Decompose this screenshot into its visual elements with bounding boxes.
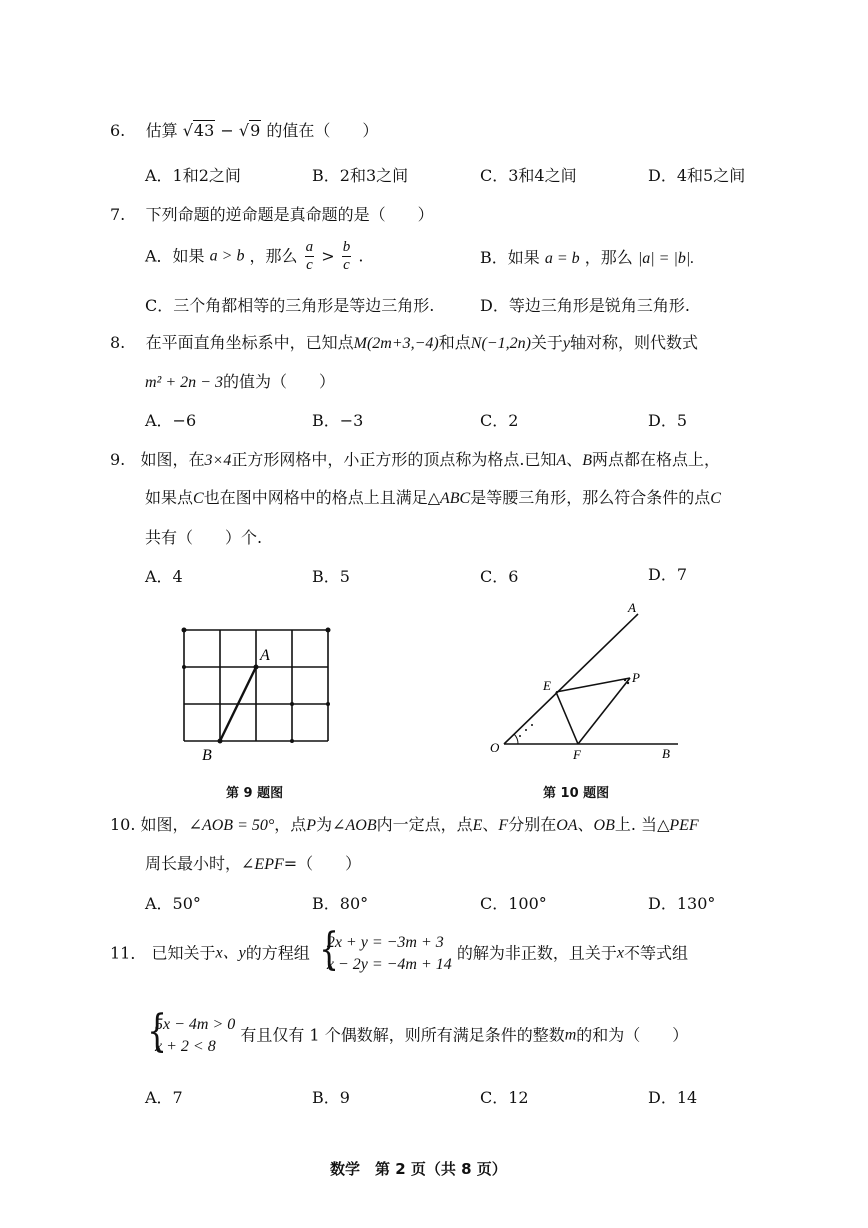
q6-minus: − — [220, 121, 234, 140]
q6-sqrt-43: √43 — [182, 121, 215, 140]
q9-stem-line3: 共有（ ）个. — [145, 528, 263, 547]
figure-10-angle — [480, 596, 700, 766]
fig9-label-a: A — [260, 647, 270, 664]
q10-option-b: B．80° — [312, 894, 369, 913]
q6-sqrt-9: √9 — [238, 121, 261, 140]
fig10-label-b: B — [662, 746, 670, 761]
q7-number: 7. — [110, 205, 126, 224]
q6-stem — [110, 121, 378, 140]
q10-stem-line2: 周长最小时，∠EPF=（ ） — [145, 854, 362, 873]
fig10-label-o: O — [490, 740, 500, 755]
q8-stem-line1: 8. 在平面直角坐标系中，已知点M(2m+3,−4)和点N(−1,2n)关于y轴对称，则代数式 — [110, 333, 699, 352]
q10-option-c: C．100° — [480, 894, 547, 913]
q7-option-d: D．等边三角形是锐角三角形. — [480, 296, 690, 315]
q6-option-b: B．2和3之间 — [312, 166, 409, 185]
q9-stem-line1: 9. 如图，在3×4正方形网格中，小正方形的顶点称为格点.已知A、B两点都在格点上， — [110, 450, 721, 469]
figure-9-grid — [170, 620, 340, 765]
q6-number: 6. — [110, 121, 126, 140]
q7-stem — [110, 205, 434, 224]
q6-text-post: 的值在（ ） — [266, 121, 379, 140]
q8-option-c: C．2 — [480, 411, 519, 430]
q9-number: 9. — [110, 450, 126, 469]
q6-option-d: D．4和5之间 — [648, 166, 746, 185]
fig9-label-b: B — [202, 747, 212, 764]
q11-option-b: B．9 — [312, 1088, 350, 1107]
page-footer: 数学 第 2 页（共 8 页） — [330, 1160, 507, 1178]
q11-option-a: A．7 — [145, 1088, 183, 1107]
q11-equation-system: { 2x + y = −3m + 3 x − 2y = −4m + 14 — [319, 924, 452, 975]
q6-text-pre: 估算 — [145, 121, 178, 140]
q11-stem-line2: { 5x − 4m > 0 x + 2 < 8 有且仅有 1 个偶数解，则所有满足条件的整数m的和为（ ） — [143, 1014, 688, 1057]
q8-option-d: D．5 — [648, 411, 688, 430]
figure-9-caption: 第 9 题图 — [226, 786, 284, 801]
q9-option-b: B．5 — [312, 567, 350, 586]
q8-number: 8. — [110, 333, 126, 352]
q11-number: 11． — [110, 943, 147, 963]
q7-option-b: B．如果 a = b ，那么 |a| = |b|. — [480, 248, 695, 267]
q9-option-d: D．7 — [648, 565, 688, 584]
q8-option-a: A．−6 — [145, 411, 197, 430]
q11-inequality-system: { 5x − 4m > 0 x + 2 < 8 — [147, 1006, 236, 1057]
fig10-label-p: P — [632, 670, 640, 685]
fig10-label-e: E — [543, 678, 551, 693]
q9-option-a: A．4 — [145, 567, 183, 586]
q10-number: 10. — [110, 815, 136, 834]
q6-option-c: C．3和4之间 — [480, 166, 577, 185]
q9-stem-line2: 如果点C也在图中网格中的格点上且满足△ABC是等腰三角形，那么符合条件的点C — [145, 488, 721, 507]
q6-option-a: A．1和2之间 — [145, 166, 241, 185]
q10-option-d: D．130° — [648, 894, 716, 913]
fig10-label-a: A — [628, 600, 636, 615]
q8-stem-line2: m² + 2n − 3的值为（ ） — [145, 372, 335, 391]
q7-option-a: A．如果 a > b ，那么 $\frac{a}{c}$ > $\frac{b}{c}$ . — [145, 239, 364, 273]
q10-option-a: A．50° — [145, 894, 201, 913]
q9-option-c: C．6 — [480, 567, 519, 586]
q7-text: 下列命题的逆命题是真命题的是（ ） — [145, 205, 434, 224]
q11-option-d: D．14 — [648, 1088, 698, 1107]
q10-stem-line1: 10. 如图，∠AOB = 50°，点P为∠AOB内一定点，点E、F分别在OA、OB上. 当△PEF — [110, 815, 699, 834]
figure-10-caption: 第 10 题图 — [543, 786, 610, 801]
fig10-label-f: F — [573, 747, 581, 762]
q11-stem-line1: 11． 已知关于x、y的方程组 { 2x + y = −3m + 3 x − 2y = −4m + 14 的解为非正数，且关于x不等式组 — [110, 924, 688, 975]
q11-option-c: C．12 — [480, 1088, 529, 1107]
q7-option-c: C．三个角都相等的三角形是等边三角形. — [145, 296, 435, 315]
q8-option-b: B．−3 — [312, 411, 364, 430]
